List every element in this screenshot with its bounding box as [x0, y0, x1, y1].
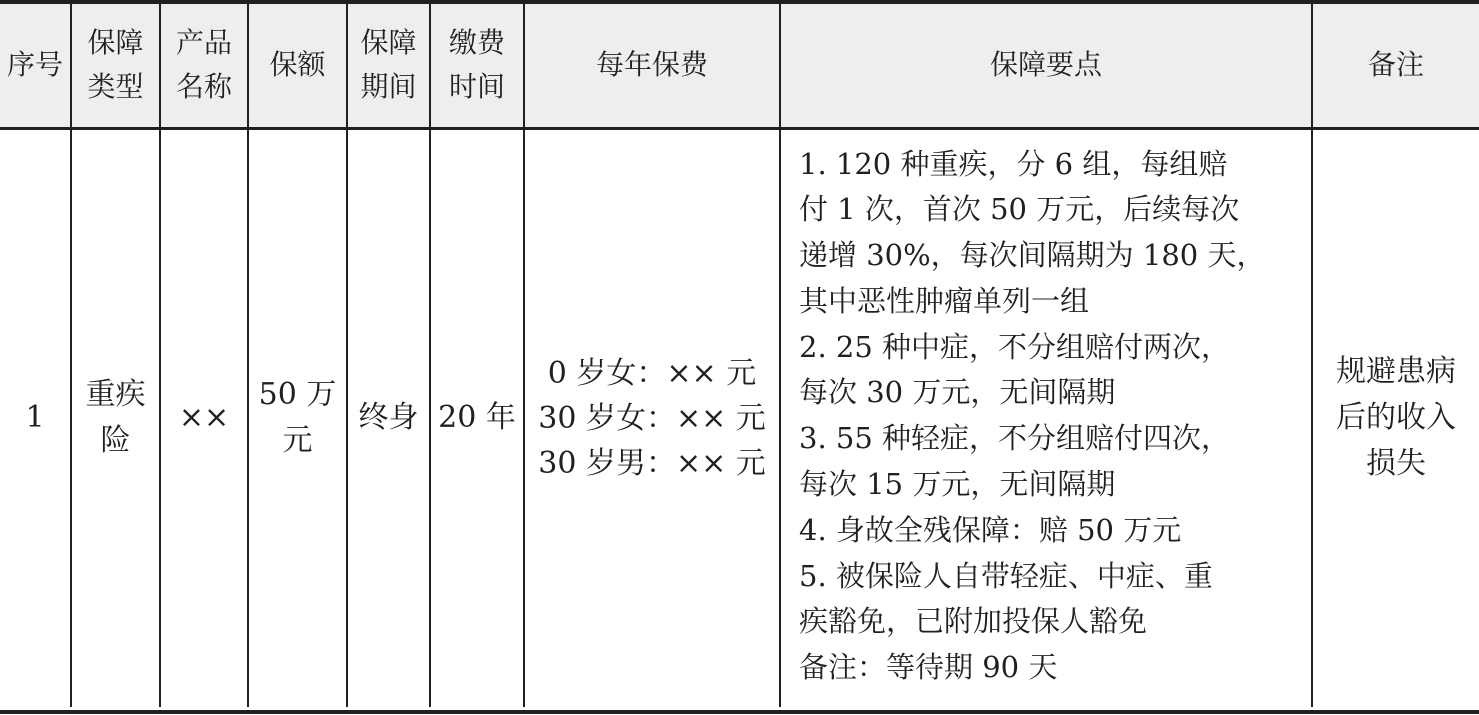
points-line: 备注：等待期 90 天	[799, 650, 1058, 685]
header-name: 产品 名称	[160, 4, 248, 128]
cell-points	[780, 128, 1312, 707]
table-row	[0, 128, 1479, 707]
header-premium: 每年保费	[524, 4, 780, 128]
points-line: 4. 身故全残保障：赔 50 万元	[799, 512, 1182, 547]
cell-premium	[524, 128, 780, 707]
points-line: 5. 被保险人自带轻症、中症、重	[799, 558, 1213, 593]
cell-amount: 50 万 元	[248, 128, 347, 707]
points-line: 每次 15 万元，无间隔期	[799, 467, 1116, 502]
header-remark: 备注	[1312, 4, 1479, 128]
points-line: 其中恶性肿瘤单列一组	[799, 283, 1090, 318]
bottom-rule	[0, 710, 1479, 714]
cell-remark: 规避患病 后的收入 损失	[1312, 128, 1479, 707]
header-pay-time: 缴费 时间	[430, 4, 524, 128]
points-line: 付 1 次，首次 50 万元，后续每次	[799, 192, 1240, 227]
header-points: 保障要点	[780, 4, 1312, 128]
premium-line: 30 岁女：×× 元	[538, 400, 766, 436]
premium-line: 30 岁男：×× 元	[538, 445, 766, 481]
points-line: 1. 120 种重疾，分 6 组，每组赔	[799, 146, 1228, 181]
cell-name: ××	[160, 128, 248, 707]
points-line: 疾豁免，已附加投保人豁免	[799, 604, 1148, 639]
points-line: 递增 30%，每次间隔期为 180 天，	[799, 238, 1266, 273]
header-no: 序号	[0, 4, 71, 128]
header-type: 保障 类型	[71, 4, 160, 128]
cell-no: 1	[0, 128, 71, 707]
points-line: 2. 25 种中症，不分组赔付两次，	[799, 329, 1231, 364]
cell-pay-time: 20 年	[430, 128, 524, 707]
premium-line: 0 岁女：×× 元	[547, 355, 757, 391]
header-row	[0, 4, 1479, 128]
header-period: 保障 期间	[347, 4, 430, 128]
header-amount: 保额	[248, 4, 347, 128]
cell-period: 终身	[347, 128, 430, 707]
points-line: 每次 30 万元，无间隔期	[799, 375, 1116, 410]
insurance-table	[0, 4, 1479, 707]
cell-type: 重疾 险	[71, 128, 160, 707]
points-line: 3. 55 种轻症，不分组赔付四次，	[799, 421, 1231, 456]
